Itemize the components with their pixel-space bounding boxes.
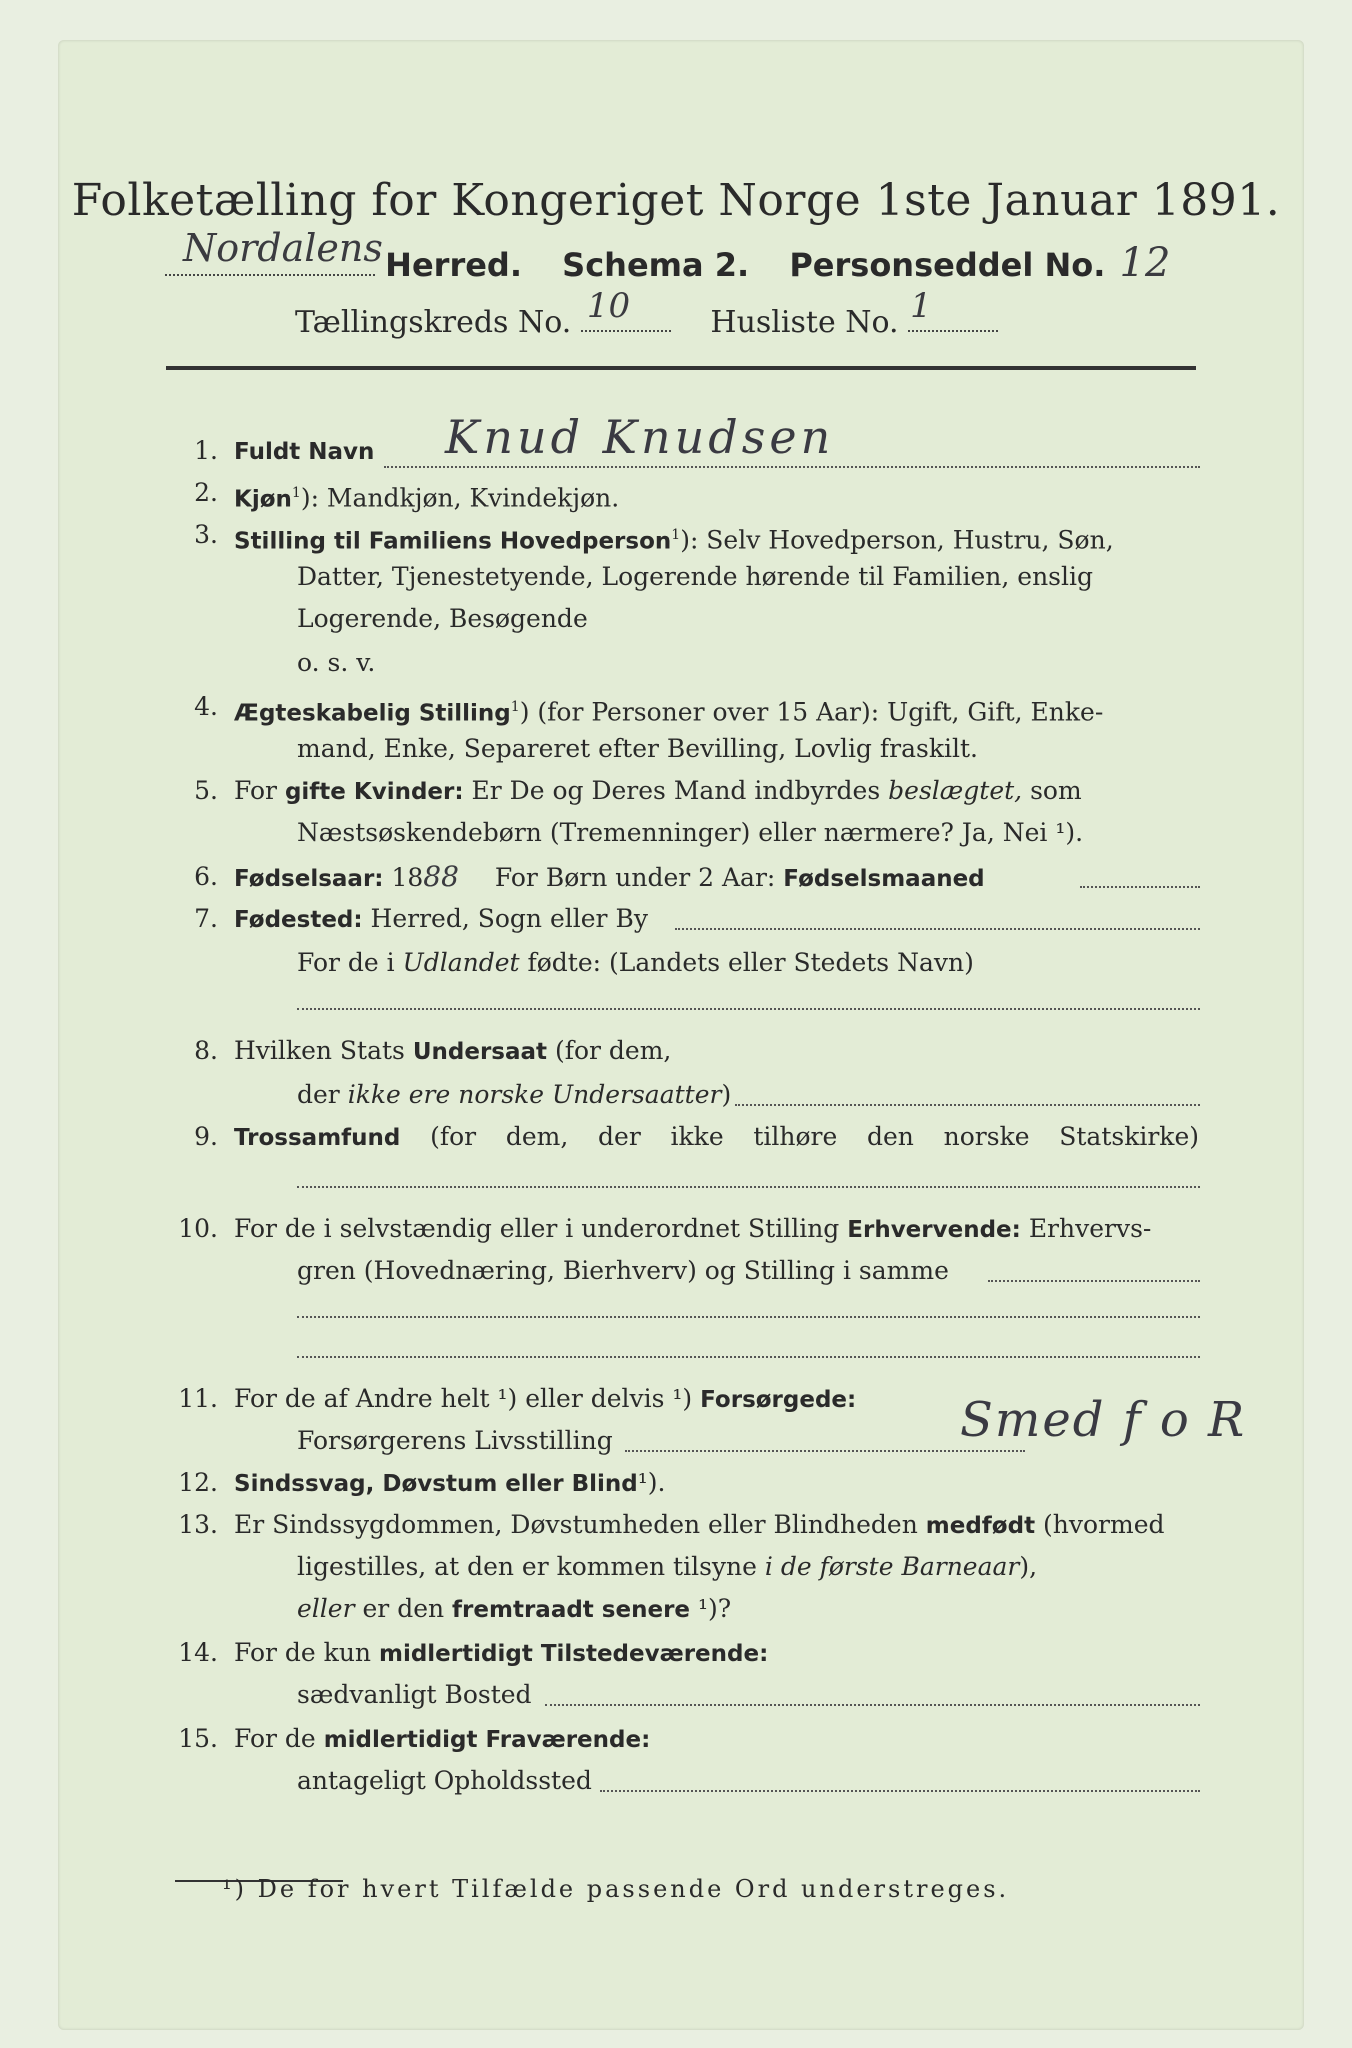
kreds-line (295, 286, 998, 340)
birth-month-field (1080, 886, 1200, 888)
herred-label: Herred. (385, 246, 522, 284)
probable-residence-field (600, 1790, 1200, 1792)
full-name-value: Knud Knudsen (445, 410, 835, 464)
occupation-field-3 (297, 1356, 1200, 1358)
foreign-birthplace-field (297, 1008, 1200, 1010)
husliste-label: Husliste No. (710, 305, 899, 340)
birth-year-value: 88 (423, 860, 459, 893)
kreds-label: Tællingskreds No. (295, 305, 572, 340)
herred-field (165, 226, 383, 276)
full-name-field (384, 466, 1200, 468)
supporter-occupation-value: Smed f o R (960, 1392, 1247, 1448)
personseddel-value: 12 (1119, 240, 1171, 286)
husliste-value: 1 (910, 286, 932, 326)
full-name-label: Fuldt Navn (234, 439, 375, 465)
occupation-field-2 (297, 1316, 1200, 1318)
religion-field (297, 1186, 1200, 1188)
nationality-field (735, 1104, 1200, 1106)
usual-residence-field (545, 1704, 1200, 1706)
kreds-field (581, 286, 671, 332)
schema-label: Schema 2. (562, 246, 750, 284)
birthplace-field (675, 928, 1200, 930)
occupation-field (988, 1280, 1200, 1282)
kreds-value: 10 (586, 286, 631, 326)
herred-value: Nordalens (183, 226, 383, 270)
supporter-occupation-field (625, 1450, 1025, 1452)
husliste-field (908, 286, 998, 332)
footnote: ¹) De for hvert Tilfælde passende Ord understreges. (222, 1875, 1010, 1903)
personseddel-label: Personseddel No. (789, 246, 1106, 284)
herred-line (165, 226, 1205, 286)
header-rule (166, 366, 1196, 370)
form-title: Folketælling for Kongeriget Norge 1ste Januar 1891. (71, 175, 1281, 226)
